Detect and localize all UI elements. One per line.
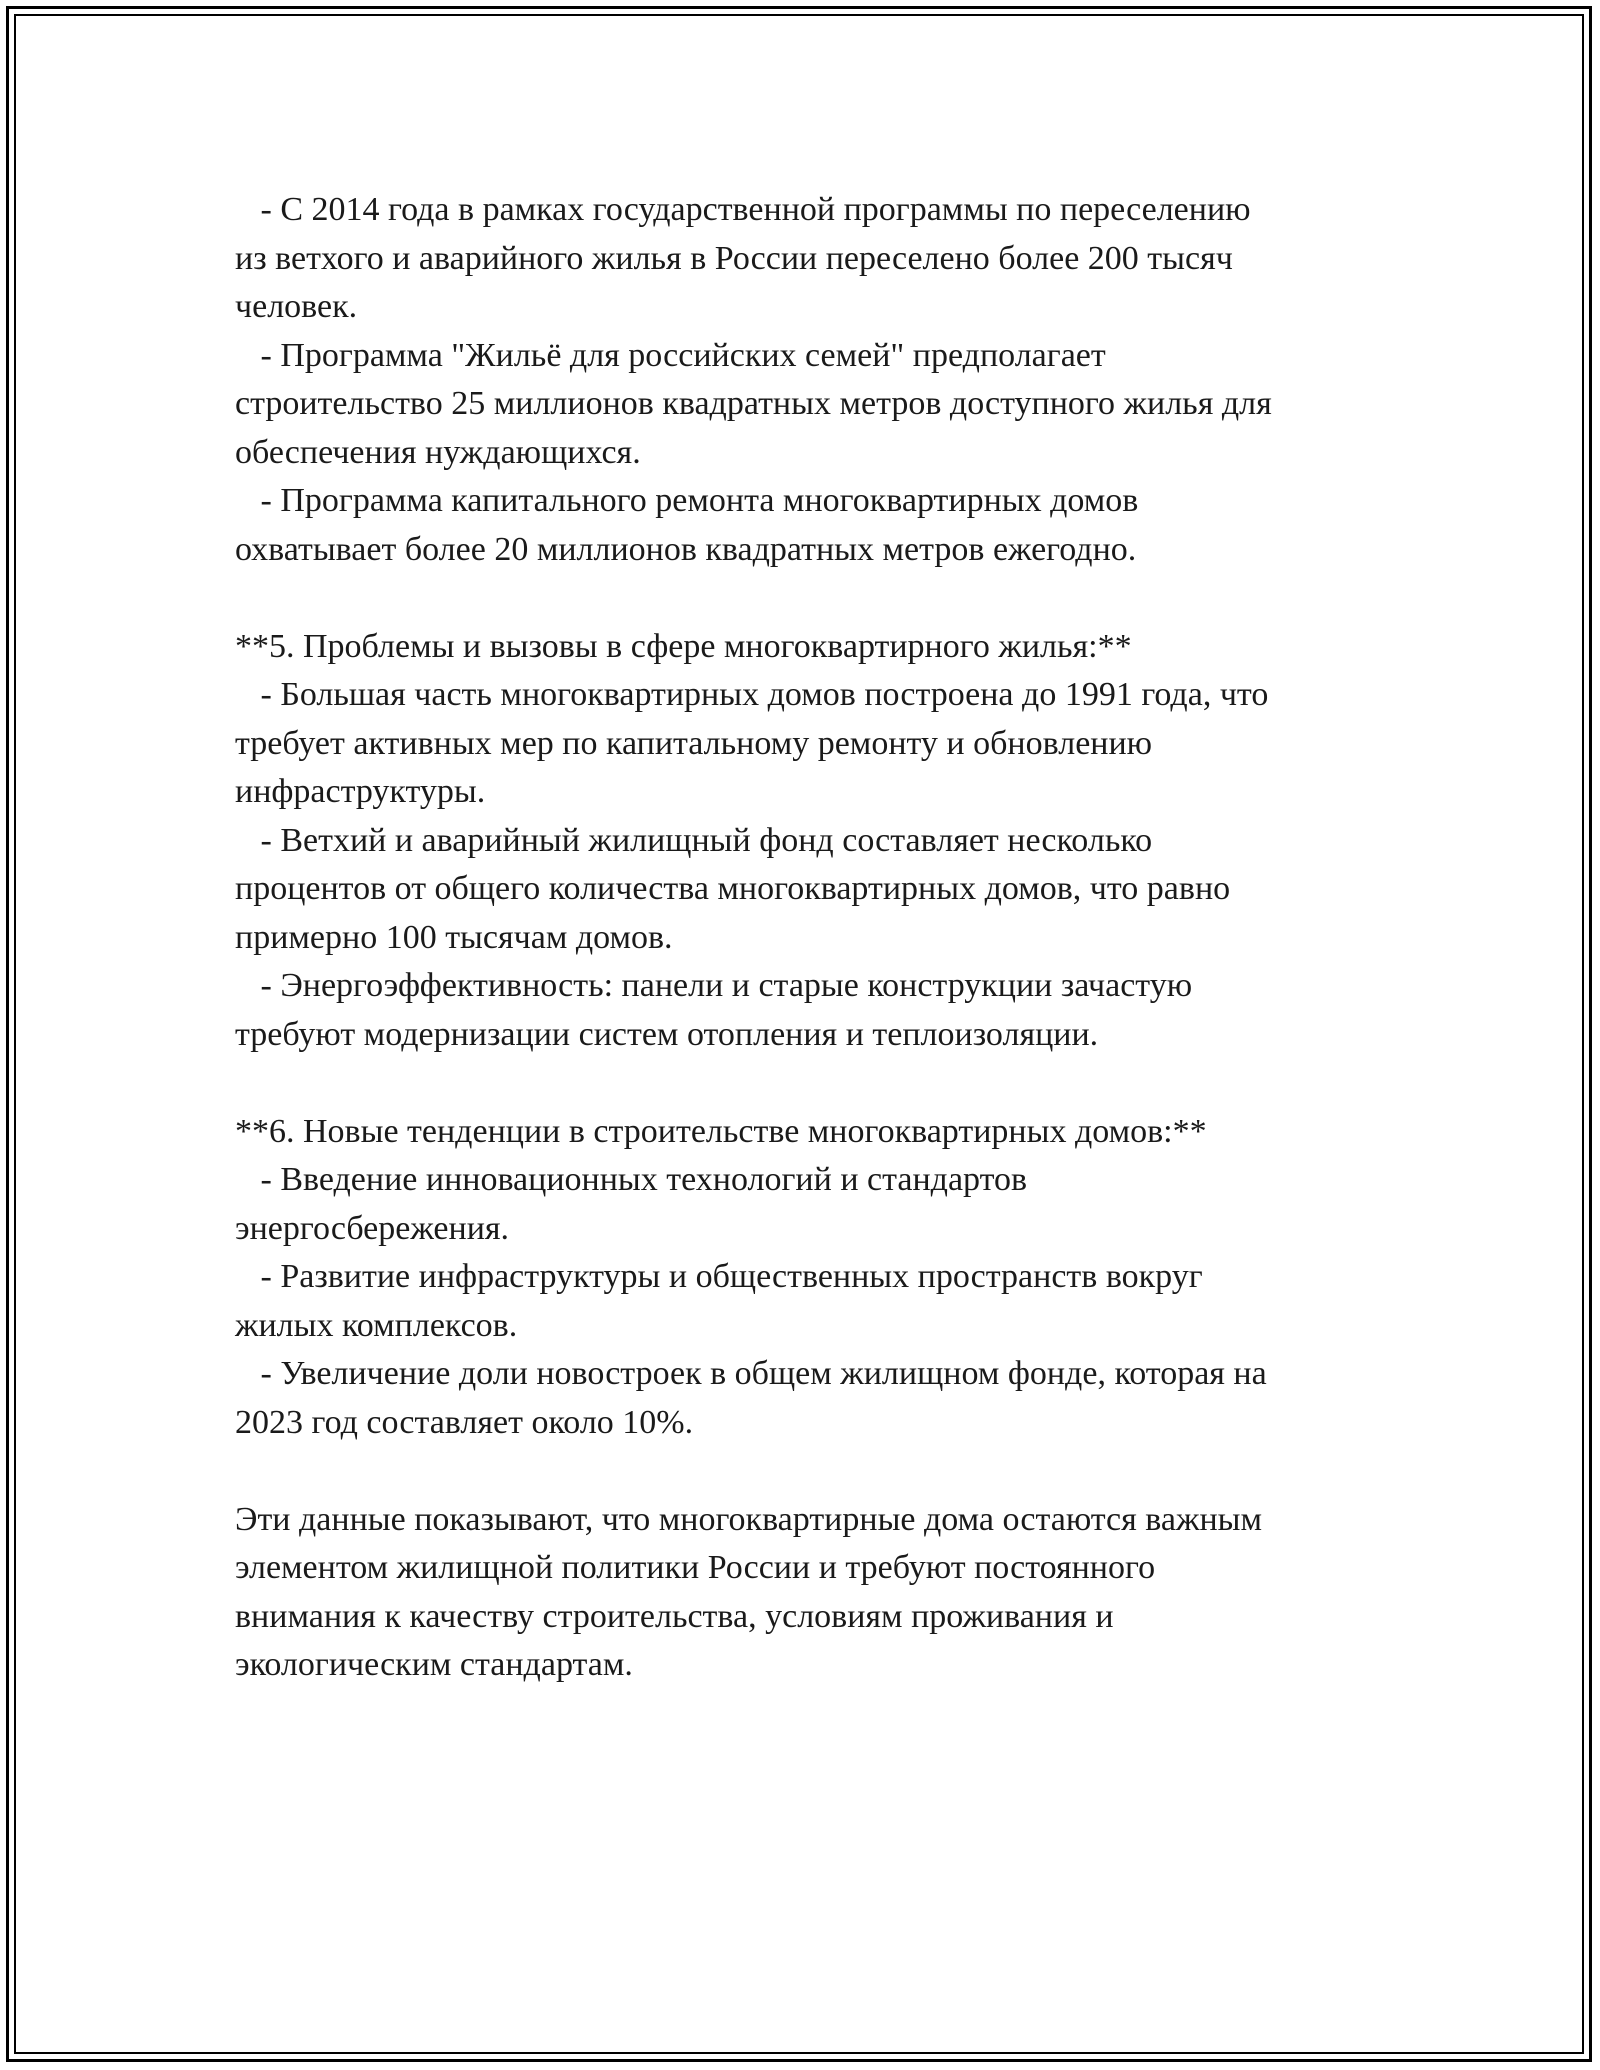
text-line: - С 2014 года в рамках государственной программы по переселению [235, 191, 1251, 228]
text-line: - Введение инновационных технологий и стандартов [235, 1161, 1028, 1198]
paragraph-gap [235, 1059, 1360, 1108]
section-heading: **6. Новые тенденции в строительстве многоквартирных домов:** [235, 1112, 1207, 1150]
text-line: - Большая часть многоквартирных домов построена до 1991 года, что [235, 676, 1269, 713]
text-line: процентов от общего количества многоквартирных домов, что равно [235, 870, 1231, 907]
text-line: элементом жилищной политики России и требуют постоянного [235, 1549, 1156, 1586]
text-line: примерно 100 тысячам домов. [235, 918, 673, 956]
text-line: требуют модернизации систем отопления и теплоизоляции. [235, 1015, 1099, 1053]
text-line: внимания к качеству строительства, условиям проживания и [235, 1597, 1114, 1635]
text-line: требует активных мер по капитальному ремонту и обновлению [235, 724, 1153, 762]
paragraph-gap [235, 574, 1360, 623]
text-line: из ветхого и аварийного жилья в России переселено более 200 тысяч [235, 239, 1233, 277]
text-line: жилых комплексов. [235, 1306, 518, 1344]
text-line: - Развитие инфраструктуры и общественных пространств вокруг [235, 1258, 1203, 1295]
paragraph-gap [235, 1447, 1360, 1496]
text-line: человек. [235, 288, 358, 325]
text-line: инфраструктуры. [235, 773, 486, 810]
text-line: - Увеличение доли новостроек в общем жилищном фонде, которая на [235, 1355, 1267, 1392]
text-line: - Программа "Жильё для российских семей" предполагает [235, 336, 1106, 374]
text-line: 2023 год составляет около 10%. [235, 1403, 694, 1441]
text-line: охватывает более 20 миллионов квадратных метров ежегодно. [235, 530, 1137, 568]
text-line: обеспечения нуждающихся. [235, 433, 641, 471]
text-line: экологическим стандартам. [235, 1646, 633, 1683]
text-line: - Программа капитального ремонта многоквартирных домов [235, 482, 1139, 519]
text-line: строительство 25 миллионов квадратных метров доступного жилья для [235, 385, 1272, 422]
document-body [235, 186, 1360, 1690]
section-heading: **5. Проблемы и вызовы в сфере многоквартирного жилья:** [235, 627, 1132, 665]
text-line: - Ветхий и аварийный жилищный фонд составляет несколько [235, 821, 1153, 859]
text-line: энергосбережения. [235, 1209, 510, 1247]
text-line: - Энергоэффективность: панели и старые конструкции зачастую [235, 967, 1193, 1004]
text-line: Эти данные показывают, что многоквартирные дома остаются важным [235, 1500, 1263, 1538]
